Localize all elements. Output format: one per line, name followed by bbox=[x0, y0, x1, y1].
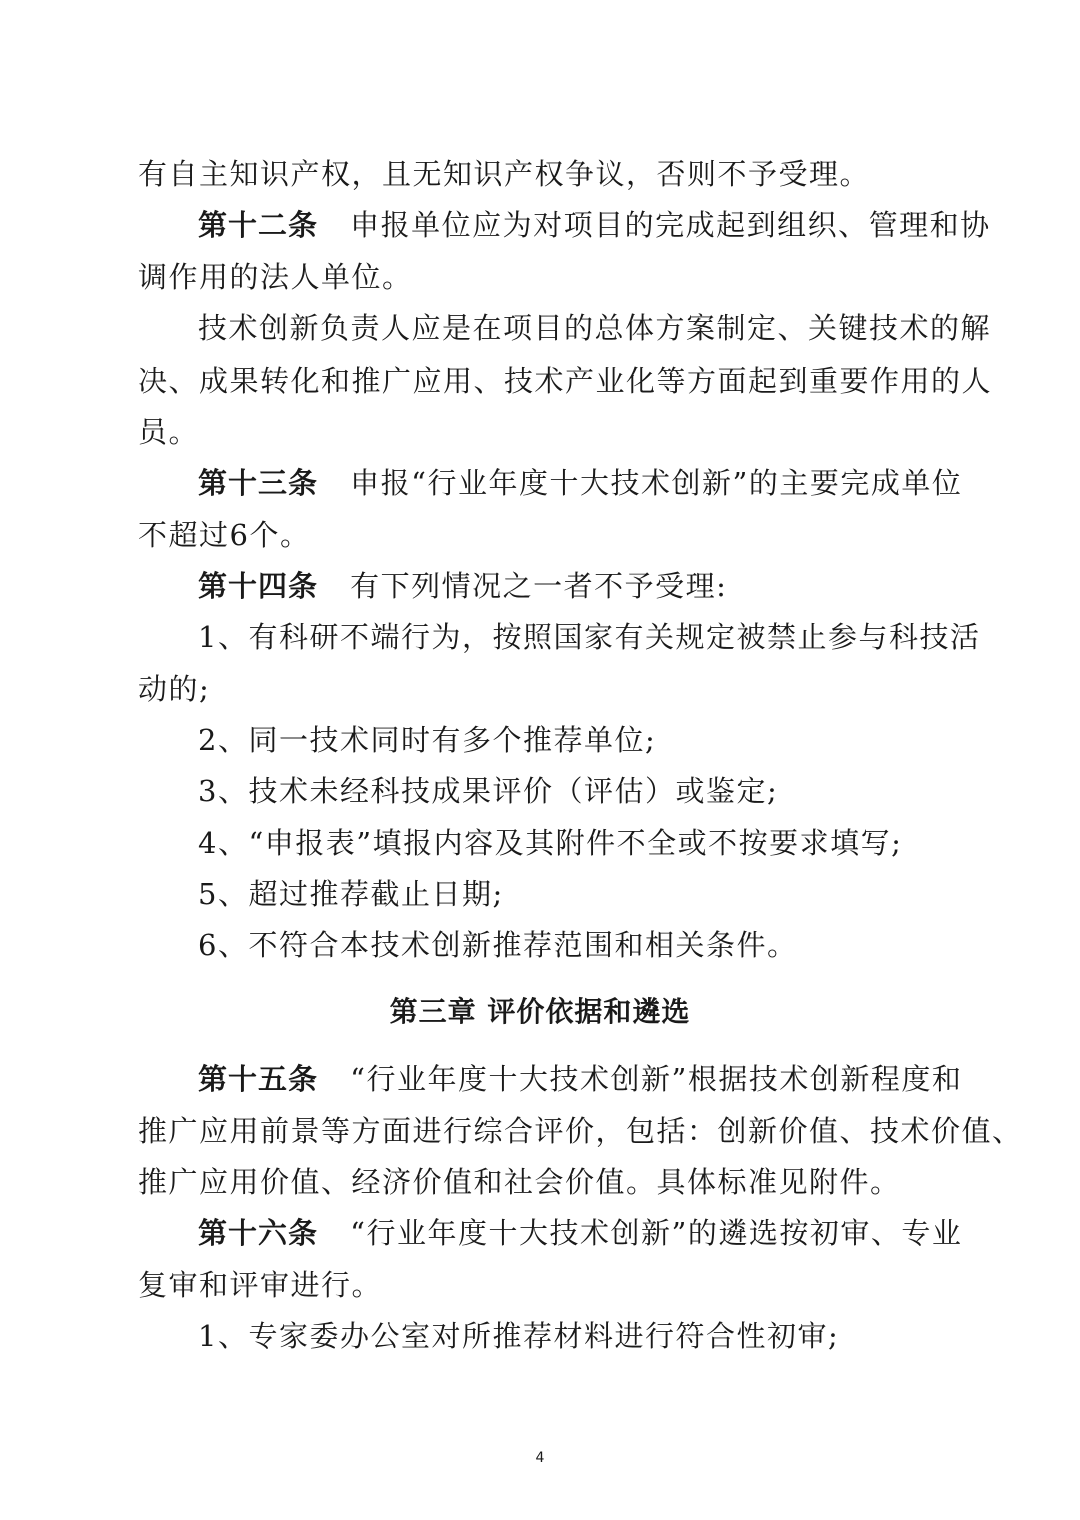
paragraph-line: 技术创新负责人应是在项目的总体方案制定、关键技术的解 bbox=[198, 311, 992, 345]
article-12-label: 第十二条 bbox=[198, 208, 319, 242]
page-number: 4 bbox=[535, 1450, 545, 1466]
article-12-line-1 bbox=[198, 205, 991, 245]
article-13-label: 第十三条 bbox=[198, 466, 319, 500]
article-13-line-1 bbox=[198, 463, 963, 503]
article-16-text: “行业年度十大技术创新”的遴选按初审、专业 bbox=[350, 1216, 963, 1250]
list-item: 2、同一技术同时有多个推荐单位; bbox=[198, 723, 657, 757]
article-15-line-1 bbox=[198, 1059, 963, 1099]
list-item: 1、专家委办公室对所推荐材料进行符合性初审; bbox=[198, 1319, 840, 1353]
list-item: 3、技术未经科技成果评价（评估）或鉴定; bbox=[198, 774, 779, 808]
article-15-label: 第十五条 bbox=[198, 1062, 319, 1096]
article-15-line-2: 推广应用前景等方面进行综合评价，包括：创新价值、技术价值、 bbox=[138, 1114, 1023, 1148]
list-item: 5、超过推荐截止日期; bbox=[198, 877, 504, 911]
article-14-label: 第十四条 bbox=[198, 569, 319, 603]
article-16-line-2: 复审和评审进行。 bbox=[138, 1268, 383, 1302]
article-16-line-1 bbox=[198, 1213, 963, 1253]
article-16-label: 第十六条 bbox=[198, 1216, 319, 1250]
paragraph-line: 决、成果转化和推广应用、技术产业化等方面起到重要作用的人 bbox=[138, 364, 993, 398]
article-14-line-1 bbox=[198, 566, 727, 606]
article-13-text: 申报“行业年度十大技术创新”的主要完成单位 bbox=[350, 466, 963, 500]
list-item: 4、“申报表”填报内容及其附件不全或不按要求填写; bbox=[198, 826, 903, 860]
article-14-text: 有下列情况之一者不予受理: bbox=[350, 569, 728, 603]
article-15-text: “行业年度十大技术创新”根据技术创新程度和 bbox=[350, 1062, 963, 1096]
article-12-line-2: 调作用的法人单位。 bbox=[138, 260, 413, 294]
list-item-continuation: 动的; bbox=[138, 672, 211, 706]
list-item: 6、不符合本技术创新推荐范围和相关条件。 bbox=[198, 928, 798, 962]
paragraph-line: 有自主知识产权，且无知识产权争议，否则不予受理。 bbox=[138, 157, 871, 191]
article-15-line-3: 推广应用价值、经济价值和社会价值。具体标准见附件。 bbox=[138, 1165, 901, 1199]
paragraph-line: 员。 bbox=[138, 415, 200, 449]
article-12-text: 申报单位应为对项目的完成起到组织、管理和协 bbox=[350, 208, 991, 242]
chapter-heading: 第三章 评价依据和遴选 bbox=[389, 995, 691, 1028]
article-13-line-2: 不超过6个。 bbox=[138, 518, 311, 552]
list-item: 1、有科研不端行为，按照国家有关规定被禁止参与科技活 bbox=[198, 620, 981, 654]
